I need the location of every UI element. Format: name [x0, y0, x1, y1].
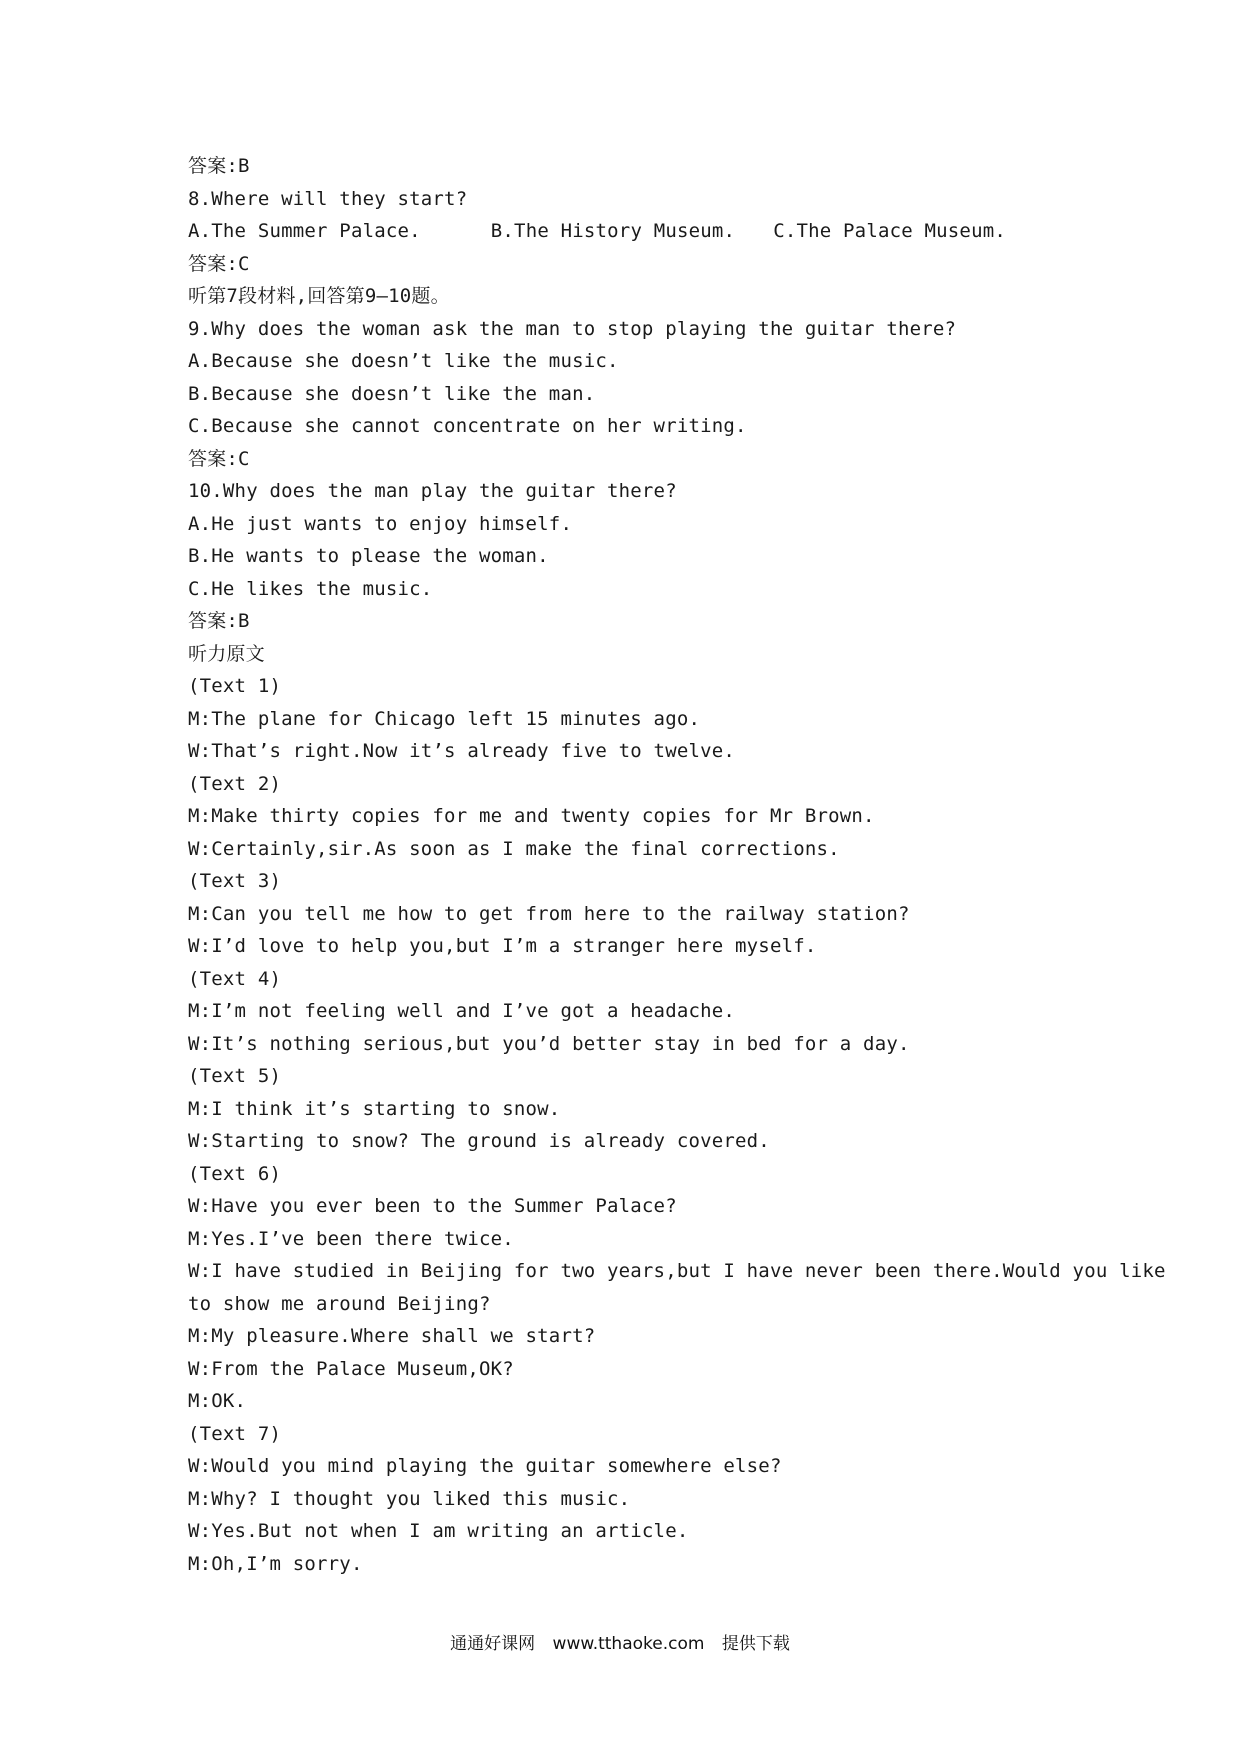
text-label: (Text 7): [188, 1422, 282, 1445]
dialogue-line: W:It’s nothing serious,but you’d better stay in bed for a day.: [188, 1032, 910, 1055]
text-label: (Text 4): [188, 967, 282, 990]
option-a: A.He just wants to enjoy himself.: [188, 512, 573, 535]
text-label: (Text 6): [188, 1162, 282, 1185]
dialogue-line: M:Make thirty copies for me and twenty copies for Mr Brown.: [188, 805, 875, 827]
dialogue-line: M:I think it’s starting to snow.: [188, 1097, 561, 1120]
dialogue-line: M:The plane for Chicago left 15 minutes ago.: [188, 707, 701, 730]
dialogue-line-continued: to show me around Beijing?: [188, 1292, 491, 1315]
footer-suffix: 提供下载: [721, 1634, 790, 1654]
question-8: 8.Where will they start?: [188, 187, 468, 210]
dialogue-line: W:Certainly,sir.As soon as I make the final corrections.: [188, 837, 840, 860]
dialogue-line: M:Can you tell me how to get from here to the railway station?: [188, 902, 910, 925]
option-b: B.Because she doesn’t like the man.: [188, 382, 596, 405]
footer-url: www.tthaoke.com: [552, 1634, 705, 1654]
option-a: A.The Summer Palace.: [188, 220, 421, 242]
dialogue-line: W:I have studied in Beijing for two years,but I have never been there.Would you like: [188, 1260, 1166, 1282]
option-c: C.Because she cannot concentrate on her writing.: [188, 415, 747, 437]
dialogue-line: M:My pleasure.Where shall we start?: [188, 1325, 596, 1347]
dialogue-line: W:Starting to snow? The ground is already covered.: [188, 1130, 770, 1152]
dialogue-line: M:Oh,I’m sorry.: [188, 1552, 363, 1575]
transcript-heading: 听力原文: [188, 642, 265, 665]
answer-line: 答案:B: [188, 610, 250, 632]
question-8-options: [188, 215, 1088, 248]
dialogue-line: W:I’d love to help you,but I’m a stranger here myself.: [188, 935, 817, 957]
answer-line: 答案:B: [188, 155, 250, 177]
dialogue-line: W:Have you ever been to the Summer Palace?: [188, 1195, 677, 1217]
page-footer: [0, 1629, 1240, 1654]
dialogue-line: M:Why? I thought you liked this music.: [188, 1487, 631, 1510]
dialogue-line: M:I’m not feeling well and I’ve got a headache.: [188, 1000, 736, 1022]
question-9: 9.Why does the woman ask the man to stop playing the guitar there?: [188, 317, 957, 340]
option-c: C.The Palace Museum.: [773, 220, 1006, 242]
option-a: A.Because she doesn’t like the music.: [188, 350, 619, 372]
dialogue-line: M:OK.: [188, 1390, 247, 1412]
answer-line: 答案:C: [188, 252, 250, 275]
dialogue-line: W:From the Palace Museum,OK?: [188, 1357, 514, 1380]
dialogue-line: W:Yes.But not when I am writing an article.: [188, 1520, 689, 1542]
text-label: (Text 5): [188, 1065, 282, 1087]
text-label: (Text 1): [188, 675, 282, 697]
footer-site-name: 通通好课网: [450, 1634, 536, 1654]
dialogue-line: W:That’s right.Now it’s already five to twelve.: [188, 740, 736, 762]
answer-line: 答案:C: [188, 447, 250, 470]
text-label: (Text 3): [188, 870, 282, 892]
question-10: 10.Why does the man play the guitar there?: [188, 480, 677, 502]
option-b: B.The History Museum.: [490, 220, 736, 242]
option-c: C.He likes the music.: [188, 577, 433, 600]
section-instruction: 听第7段材料,回答第9—10题。: [188, 285, 450, 307]
dialogue-line: M:Yes.I’ve been there twice.: [188, 1227, 514, 1250]
option-b: B.He wants to please the woman.: [188, 545, 549, 567]
document-body: [188, 150, 1166, 1580]
dialogue-line: W:Would you mind playing the guitar somewhere else?: [188, 1455, 782, 1477]
text-label: (Text 2): [188, 772, 282, 795]
